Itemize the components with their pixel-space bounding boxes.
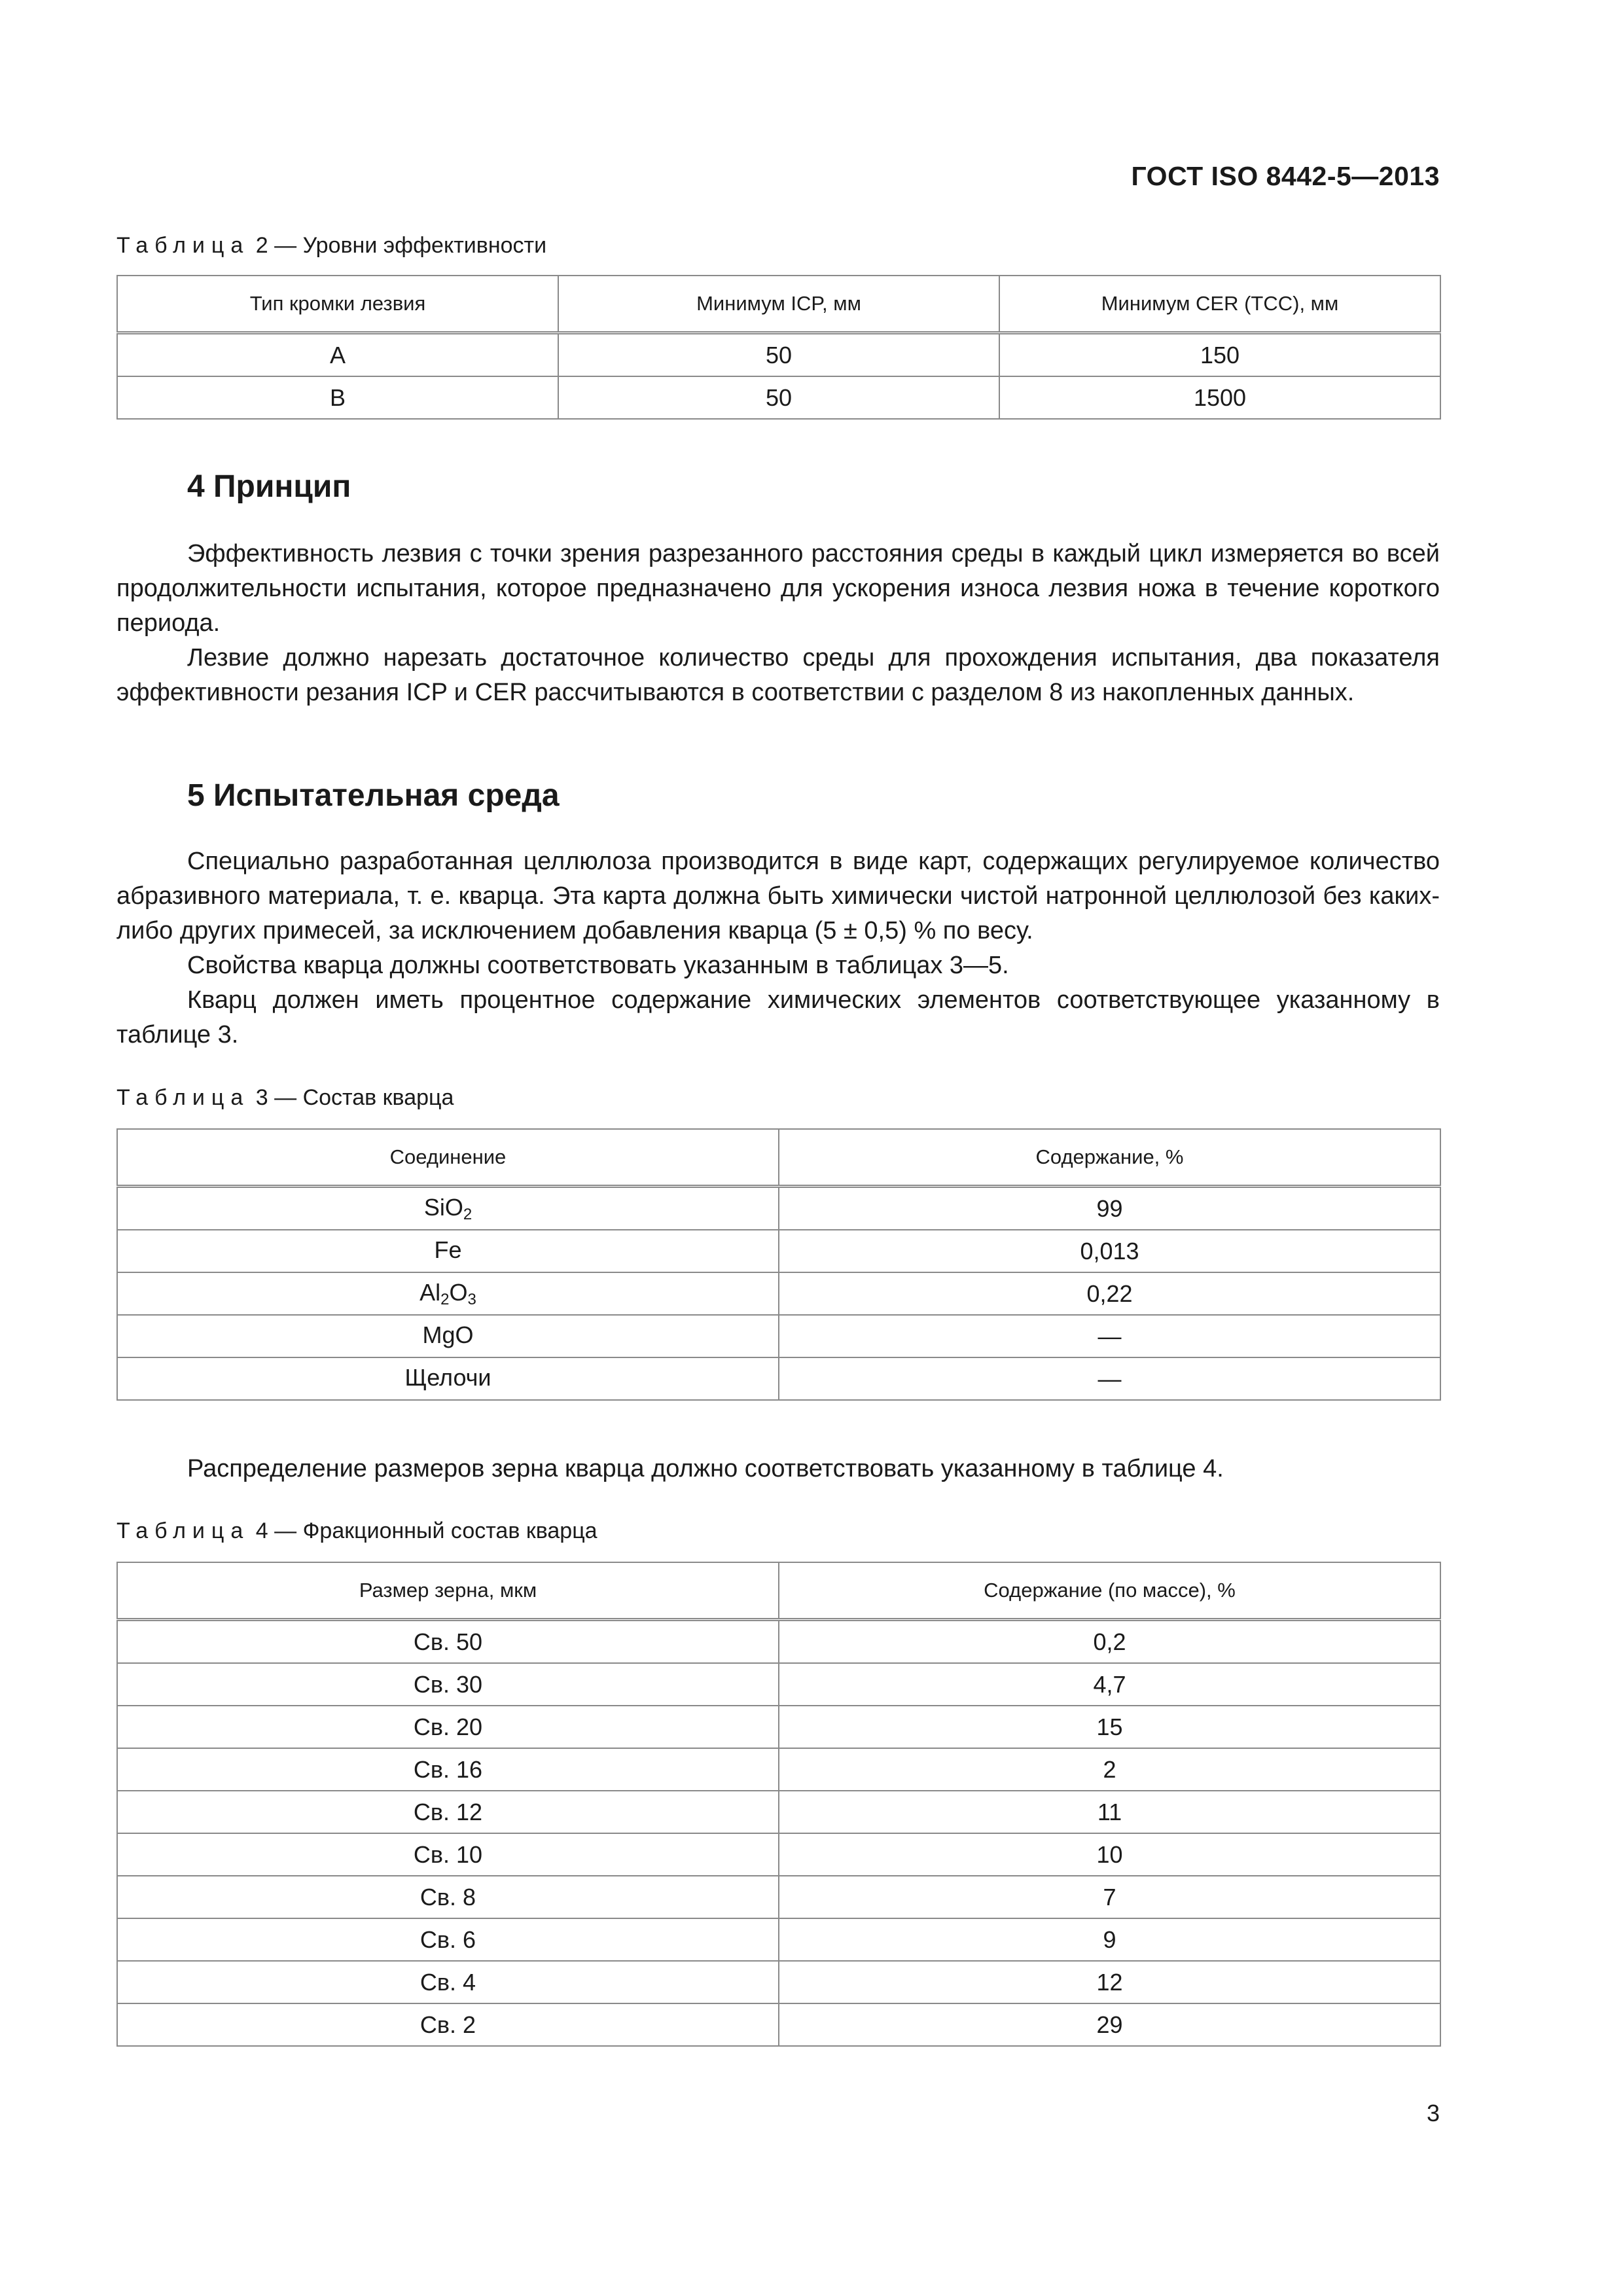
table-row (117, 1918, 1440, 1961)
table-header-row (117, 1129, 1440, 1187)
table-cell: 7 (779, 1876, 1440, 1918)
table4-intro (116, 1452, 1440, 1486)
table-cell: 12 (779, 1961, 1440, 2003)
table-cell: Св. 10 (117, 1833, 779, 1876)
table-cell: Св. 6 (117, 1918, 779, 1961)
table-cell: Св. 30 (117, 1663, 779, 1706)
table-row (117, 1833, 1440, 1876)
table3-caption-text: — Состав кварца (274, 1085, 454, 1110)
table-cell: B (117, 376, 558, 419)
section-5-body (116, 844, 1440, 1052)
compound-cell: MgO (117, 1315, 779, 1357)
paragraph: Кварц должен иметь процентное содержание химических элементов соответствующее указанному в таблице 3. (116, 986, 1440, 1049)
table2-caption-text: — Уровни эффективности (274, 233, 547, 258)
table-cell: 0,013 (779, 1230, 1440, 1272)
table-cell: Св. 4 (117, 1961, 779, 2003)
table-cell: Св. 2 (117, 2003, 779, 2046)
table-cell: 50 (558, 333, 999, 377)
compound-cell: Щелочи (117, 1357, 779, 1400)
table-cell: A (117, 333, 558, 377)
table2-caption (116, 233, 546, 259)
compound-cell: SiO$_2$ (117, 1187, 779, 1230)
table-row (117, 376, 1440, 419)
table-cell: 0,2 (779, 1620, 1440, 1664)
table2-caption-prefix: Таблица (116, 233, 250, 258)
paragraph: Распределение размеров зерна кварца должно соответствовать указанному в таблице 4. (187, 1455, 1224, 1482)
table-cell: Св. 50 (117, 1620, 779, 1664)
column-header: Минимум ICP, мм (558, 276, 999, 333)
table-cell: 99 (779, 1187, 1440, 1230)
column-header: Содержание, % (779, 1129, 1440, 1187)
table-cell: Св. 12 (117, 1791, 779, 1833)
table-cell: 1500 (999, 376, 1440, 419)
table-cell: Св. 16 (117, 1748, 779, 1791)
table4-caption-prefix: Таблица (116, 1518, 250, 1543)
table-cell: 9 (779, 1918, 1440, 1961)
table-header-row (117, 1562, 1440, 1620)
table-cell: — (779, 1357, 1440, 1400)
paragraph: Свойства кварца должны соответствовать указанным в таблицах 3—5. (187, 952, 1009, 979)
table-row (117, 2003, 1440, 2046)
table-row (117, 1272, 1440, 1315)
table-row (117, 1748, 1440, 1791)
table-cell: Св. 20 (117, 1706, 779, 1748)
section-4-body (116, 537, 1440, 710)
table-cell: 29 (779, 2003, 1440, 2046)
section-4-title: 4 Принцип (187, 469, 351, 504)
table4-caption-number: 4 (255, 1518, 268, 1543)
paragraph: Эффективность лезвия с точки зрения разрезанного расстояния среды в каждый цикл измеряется во всей продолжительности испытания, которое предназначено для ускорения износа лезвия ножа в течение короткого периода. (116, 540, 1440, 637)
table-row (117, 1620, 1440, 1664)
table-cell: 15 (779, 1706, 1440, 1748)
table-header-row (117, 276, 1440, 333)
column-header: Минимум CER (TCC), мм (999, 276, 1440, 333)
table-cell: 150 (999, 333, 1440, 377)
table-row (117, 1876, 1440, 1918)
table-row (117, 1791, 1440, 1833)
table4-caption-text: — Фракционный состав кварца (274, 1518, 597, 1543)
document-code: ГОСТ ISO 8442-5—2013 (1131, 161, 1440, 191)
table4-grain-size-distribution (116, 1562, 1441, 2047)
column-header: Содержание (по массе), % (779, 1562, 1440, 1620)
compound-cell: Fe (117, 1230, 779, 1272)
table4-caption (116, 1518, 597, 1544)
table-row (117, 1315, 1440, 1357)
column-header: Соединение (117, 1129, 779, 1187)
table-cell: 50 (558, 376, 999, 419)
table3-caption-prefix: Таблица (116, 1085, 250, 1110)
table-row (117, 1663, 1440, 1706)
paragraph: Лезвие должно нарезать достаточное количество среды для прохождения испытания, два показателя эффективности резания ICP и CER рассчитываются в соответствии с разделом 8 из накопленных данных. (116, 644, 1440, 706)
table-cell: 11 (779, 1791, 1440, 1833)
table-row (117, 1961, 1440, 2003)
table-row (117, 1706, 1440, 1748)
table-row (117, 1187, 1440, 1230)
table-cell: — (779, 1315, 1440, 1357)
table-row (117, 1357, 1440, 1400)
table-cell: 10 (779, 1833, 1440, 1876)
column-header: Тип кромки лезвия (117, 276, 558, 333)
paragraph: Специально разработанная целлюлоза производится в виде карт, содержащих регулируемое количество абразивного материала, т. е. кварца. Эта карта должна быть химически чистой натронной целлюлозой без каких-либо других примесей, за исключением добавления кварца (5 ± 0,5) % по весу. (116, 848, 1440, 944)
table-row (117, 1230, 1440, 1272)
page-number: 3 (1426, 2100, 1440, 2126)
table2-efficiency-levels (116, 275, 1441, 420)
table3-caption-number: 3 (255, 1085, 268, 1110)
table3-caption (116, 1085, 454, 1111)
table-cell: 4,7 (779, 1663, 1440, 1706)
compound-cell: $Al_2O_3$ (117, 1272, 779, 1315)
table-cell: 2 (779, 1748, 1440, 1791)
table-cell: 0,22 (779, 1272, 1440, 1315)
table3-quartz-composition (116, 1128, 1441, 1401)
table-row (117, 333, 1440, 377)
column-header: Размер зерна, мкм (117, 1562, 779, 1620)
table-cell: Св. 8 (117, 1876, 779, 1918)
table2-caption-number: 2 (255, 233, 268, 258)
section-5-title: 5 Испытательная среда (187, 778, 560, 813)
